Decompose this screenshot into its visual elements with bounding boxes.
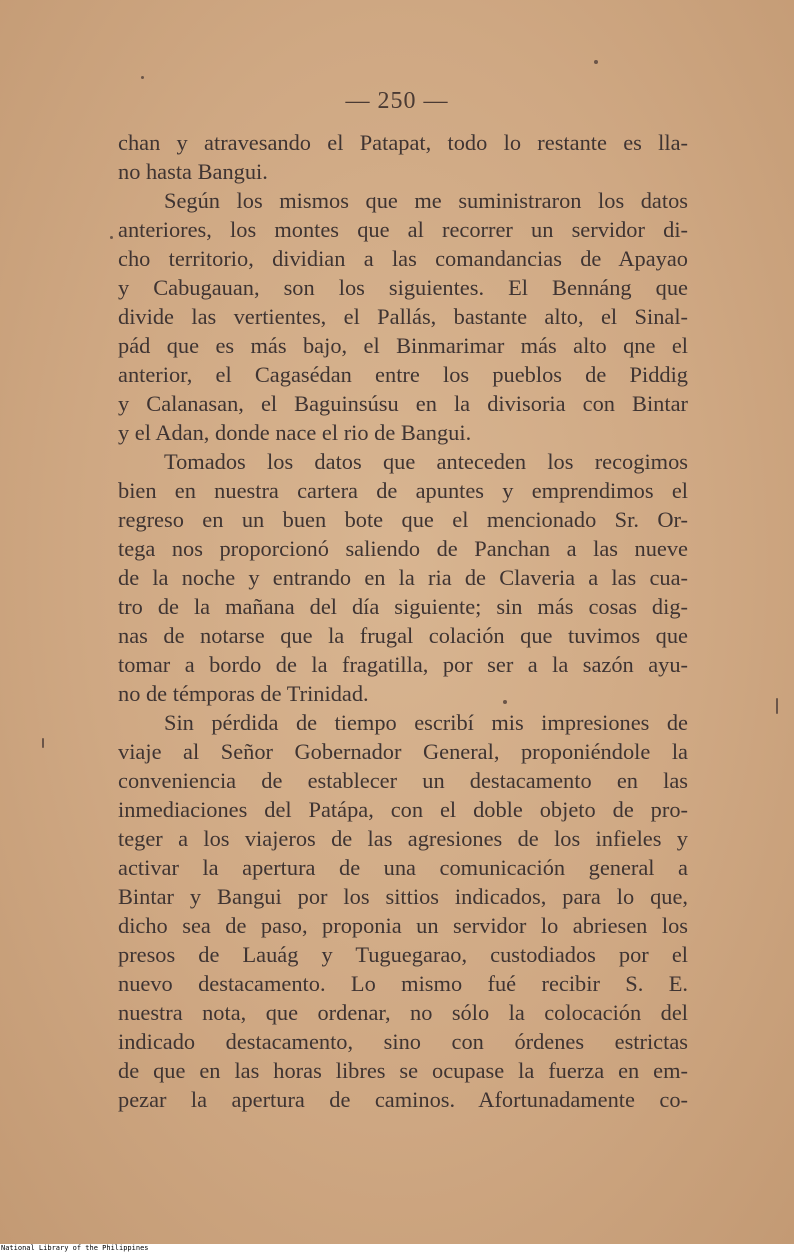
text-line: nas de notarse que la frugal colación que tuvimos que — [118, 623, 688, 648]
text-line: nuestra nota, que ordenar, no sólo la colocación del — [118, 1000, 688, 1025]
text-line: bien en nuestra cartera de apuntes y emprendimos el — [118, 478, 688, 503]
text-line: no de témporas de Trinidad. — [118, 681, 369, 706]
text-line: de que en las horas libres se ocupase la fuerza en em- — [118, 1058, 688, 1083]
text-line: regreso en un buen bote que el mencionado Sr. Or- — [118, 507, 688, 532]
text-line: y Cabugauan, son los siguientes. El Bennáng que — [118, 275, 688, 300]
paper-speck — [141, 76, 144, 79]
text-line: Tomados los datos que anteceden los recogimos — [164, 449, 688, 474]
text-line: y Calanasan, el Baguinsúsu en la divisoria con Bintar — [118, 391, 688, 416]
body-text — [118, 128, 688, 1114]
text-line: conveniencia de establecer un destacamento en las — [118, 768, 688, 793]
text-line: anteriores, los montes que al recorrer un servidor di- — [118, 217, 688, 242]
text-line: y el Adan, donde nace el rio de Bangui. — [118, 420, 472, 445]
text-line: tro de la mañana del día siguiente; sin más cosas dig- — [118, 594, 688, 619]
text-line: Sin pérdida de tiempo escribí mis impresiones de — [164, 710, 688, 735]
paper-speck — [503, 700, 507, 704]
text-line: anterior, el Cagasédan entre los pueblos de Piddig — [118, 362, 688, 387]
library-footer — [0, 1244, 794, 1253]
paper-speck — [42, 738, 44, 748]
library-credit: National Library of the Philippines — [1, 1244, 149, 1252]
text-line: divide las vertientes, el Pallás, bastante alto, el Sinal- — [118, 304, 688, 329]
paper-speck — [594, 60, 598, 64]
text-line: nuevo destacamento. Lo mismo fué recibir S. E. — [118, 971, 688, 996]
text-line: viaje al Señor Gobernador General, proponiéndole la — [118, 739, 688, 764]
text-line: inmediaciones del Patápa, con el doble objeto de pro- — [118, 797, 688, 822]
paper-speck — [776, 698, 778, 714]
text-line: pád que es más bajo, el Binmarimar más alto qne el — [118, 333, 688, 358]
text-line: dicho sea de paso, proponia un servidor lo abriesen los — [118, 913, 688, 938]
text-line: Bintar y Bangui por los sittios indicados, para lo que, — [118, 884, 688, 909]
text-line: teger a los viajeros de las agresiones de los infieles y — [118, 826, 688, 851]
text-line: no hasta Bangui. — [118, 159, 268, 184]
paper-speck — [110, 236, 113, 239]
text-line: cho territorio, dividian a las comandancias de Apayao — [118, 246, 688, 271]
text-line: tomar a bordo de la fragatilla, por ser a la sazón ayu- — [118, 652, 688, 677]
text-line: Según los mismos que me suministraron los datos — [164, 188, 688, 213]
text-line: de la noche y entrando en la ria de Claveria a las cua- — [118, 565, 688, 590]
text-line: tega nos proporcionó saliendo de Panchan a las nueve — [118, 536, 688, 561]
text-line: chan y atravesando el Patapat, todo lo restante es lla- — [118, 130, 688, 155]
page-number: — 250 — — [345, 88, 449, 114]
text-line: indicado destacamento, sino con órdenes estrictas — [118, 1029, 688, 1054]
text-line: pezar la apertura de caminos. Afortunadamente co- — [118, 1087, 688, 1112]
text-line: activar la apertura de una comunicación general a — [118, 855, 688, 880]
text-line: presos de Lauág y Tuguegarao, custodiados por el — [118, 942, 688, 967]
